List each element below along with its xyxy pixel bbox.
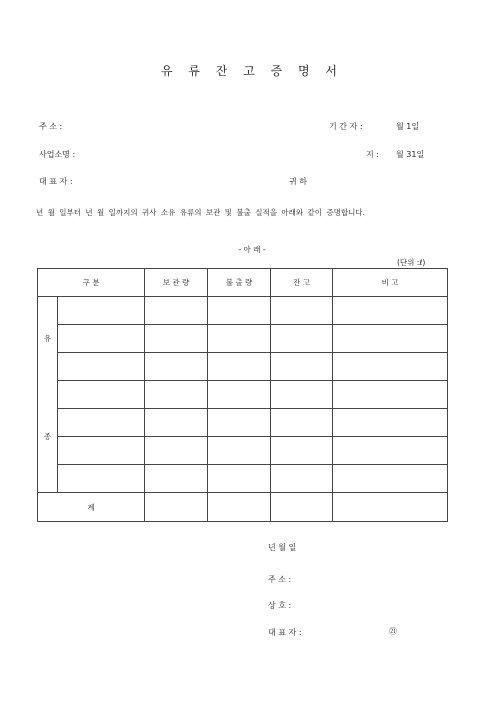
table-cell[interactable]: [58, 325, 145, 353]
table-cell[interactable]: [208, 493, 271, 522]
table-cell[interactable]: [145, 325, 208, 353]
below-heading: - 아 래 -: [238, 245, 266, 254]
table-cell[interactable]: [333, 381, 448, 409]
total-row: [38, 493, 448, 522]
table-cell[interactable]: [145, 297, 208, 325]
table-header-row: [38, 269, 448, 297]
statement-text: 년 월 일부터 년 월 일까지의 귀사 소유 유류의 보관 및 불출 실적을 아래와 같이 증명합니다.: [36, 208, 365, 217]
representative-label: 대 표 자 :: [39, 177, 73, 186]
period-to-label: 지 :: [366, 150, 379, 159]
table-cell[interactable]: [58, 381, 145, 409]
address-label: 주 소 :: [39, 122, 63, 131]
table-cell[interactable]: [58, 409, 145, 437]
table-row: [38, 437, 448, 465]
table-row: [38, 409, 448, 437]
footer-company-label: 상 호 :: [268, 601, 292, 610]
table-cell[interactable]: [333, 297, 448, 325]
period-from: 월 1일: [396, 122, 420, 131]
table-cell[interactable]: [145, 353, 208, 381]
table-row: [38, 381, 448, 409]
table-cell[interactable]: [271, 325, 333, 353]
inventory-table: [37, 268, 448, 522]
table-cell[interactable]: [333, 409, 448, 437]
table-cell[interactable]: [333, 353, 448, 381]
table-cell[interactable]: [145, 409, 208, 437]
table-cell[interactable]: [208, 437, 271, 465]
table-row: [38, 353, 448, 381]
table-cell[interactable]: [145, 493, 208, 522]
table-cell[interactable]: [145, 381, 208, 409]
table-cell[interactable]: [333, 493, 448, 522]
header-dispensed: 불 출 량: [208, 269, 271, 297]
table-cell[interactable]: [208, 409, 271, 437]
table-cell[interactable]: [208, 325, 271, 353]
total-label: 계: [38, 493, 145, 522]
table-cell[interactable]: [208, 381, 271, 409]
seal-mark: ㉑: [389, 627, 397, 636]
table-row: [38, 297, 448, 325]
table-cell[interactable]: [333, 465, 448, 493]
header-category: 구 분: [38, 269, 145, 297]
table-cell[interactable]: [333, 437, 448, 465]
company-label: 사업소명 :: [39, 150, 76, 159]
table-cell[interactable]: [145, 465, 208, 493]
table-cell[interactable]: [271, 381, 333, 409]
honorific: 귀 하: [289, 177, 307, 186]
table-cell[interactable]: [208, 465, 271, 493]
table-cell[interactable]: [145, 437, 208, 465]
footer-representative-label: 대 표 자 :: [268, 628, 302, 637]
period-to: 월 31일: [396, 150, 425, 159]
table-row: [38, 325, 448, 353]
footer-date: 년 월 일: [268, 543, 297, 552]
table-cell[interactable]: [208, 297, 271, 325]
side-label-top: 유: [38, 297, 58, 381]
table-cell[interactable]: [271, 465, 333, 493]
table-cell[interactable]: [271, 353, 333, 381]
table-cell[interactable]: [271, 437, 333, 465]
table-row: [38, 465, 448, 493]
footer-address-label: 주 소 :: [268, 575, 292, 584]
header-balance: 잔 고: [271, 269, 333, 297]
table-cell[interactable]: [271, 409, 333, 437]
table-cell[interactable]: [58, 465, 145, 493]
header-stored: 보 관 량: [145, 269, 208, 297]
header-remarks: 비 고: [333, 269, 448, 297]
table-cell[interactable]: [58, 297, 145, 325]
period-label: 기 간 자 :: [329, 122, 363, 131]
table-cell[interactable]: [271, 297, 333, 325]
document-title: 유 류 잔 고 증 명 서: [160, 64, 344, 78]
table-cell[interactable]: [58, 353, 145, 381]
unit-label: (단위 :ℓ): [397, 258, 426, 267]
table-cell[interactable]: [271, 493, 333, 522]
side-label-bottom: 종: [38, 381, 58, 493]
table-cell[interactable]: [208, 353, 271, 381]
table-cell[interactable]: [333, 325, 448, 353]
table-cell[interactable]: [58, 437, 145, 465]
